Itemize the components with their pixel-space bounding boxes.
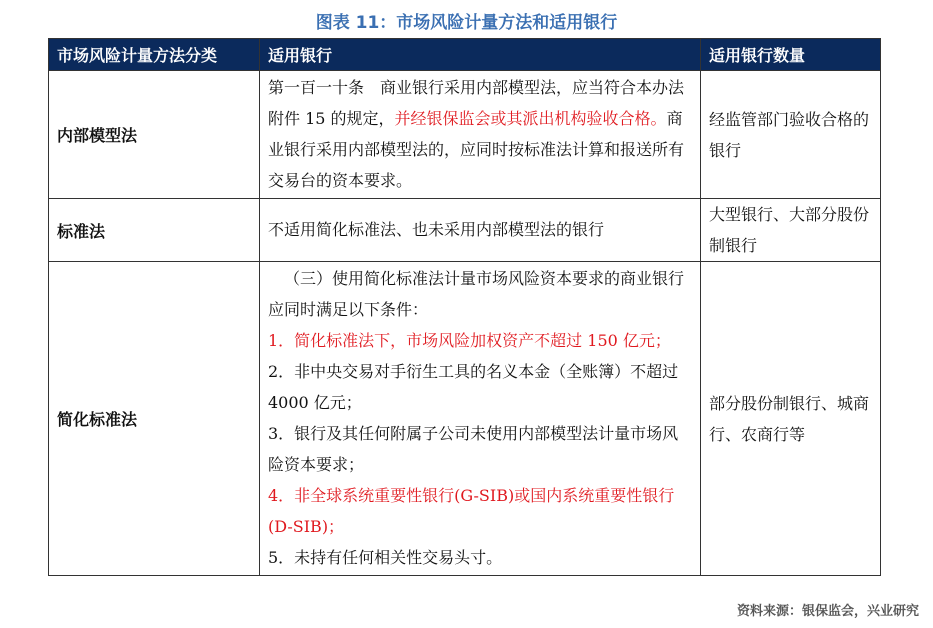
simplified-intro: （三）使用简化标准法计量市场风险资本要求的商业银行应同时满足以下条件： (268, 269, 685, 319)
table-row-standard (49, 199, 881, 262)
header-count: 适用银行数量 (701, 39, 881, 71)
bank-internal-text-1: 第一百一十条 商业银行采用内部模型法，应当符合本办法附件 15 的规定， (268, 78, 685, 128)
table-row-simplified (49, 262, 881, 576)
figure-title: 图表 11：市场风险计量方法和适用银行 (315, 13, 618, 33)
simplified-item-3: 3．银行及其任何附属子公司未使用内部模型法计量市场风险资本要求； (268, 424, 679, 474)
method-standard: 标准法 (49, 199, 260, 262)
count-standard: 大型银行、大部分股份制银行 (701, 199, 881, 262)
bank-standard: 不适用简化标准法、也未采用内部模型法的银行 (260, 199, 701, 262)
header-method: 市场风险计量方法分类 (49, 39, 260, 71)
simplified-item-1: 1．简化标准法下，市场风险加权资产不超过 150 亿元； (268, 331, 671, 350)
bank-simplified (260, 262, 701, 576)
simplified-item-4: 4．非全球系统重要性银行(G-SIB)或国内系统重要性银行(D-SIB)； (268, 486, 675, 536)
bank-internal (260, 71, 701, 199)
bank-internal-text-2: 商业银行采用内部模型法的，应同时按标准法计算和报送所有交易台的资本要求。 (268, 109, 685, 190)
simplified-item-5: 5．未持有任何相关性交易头寸。 (268, 548, 503, 567)
bank-internal-highlight: 并经银保监会或其派出机构验收合格。 (394, 109, 667, 128)
table-header-row (49, 39, 881, 71)
risk-method-table (48, 38, 881, 576)
source-note: 资料来源：银保监会，兴业研究 (736, 604, 919, 619)
count-simplified: 部分股份制银行、城商行、农商行等 (701, 262, 881, 576)
method-internal: 内部模型法 (49, 71, 260, 199)
count-internal: 经监管部门验收合格的银行 (701, 71, 881, 199)
header-bank: 适用银行 (260, 39, 701, 71)
method-simplified: 简化标准法 (49, 262, 260, 576)
simplified-item-2: 2．非中央交易对手衍生工具的名义本金（全账簿）不超过 4000 亿元； (268, 362, 679, 412)
table-row-internal (49, 71, 881, 199)
